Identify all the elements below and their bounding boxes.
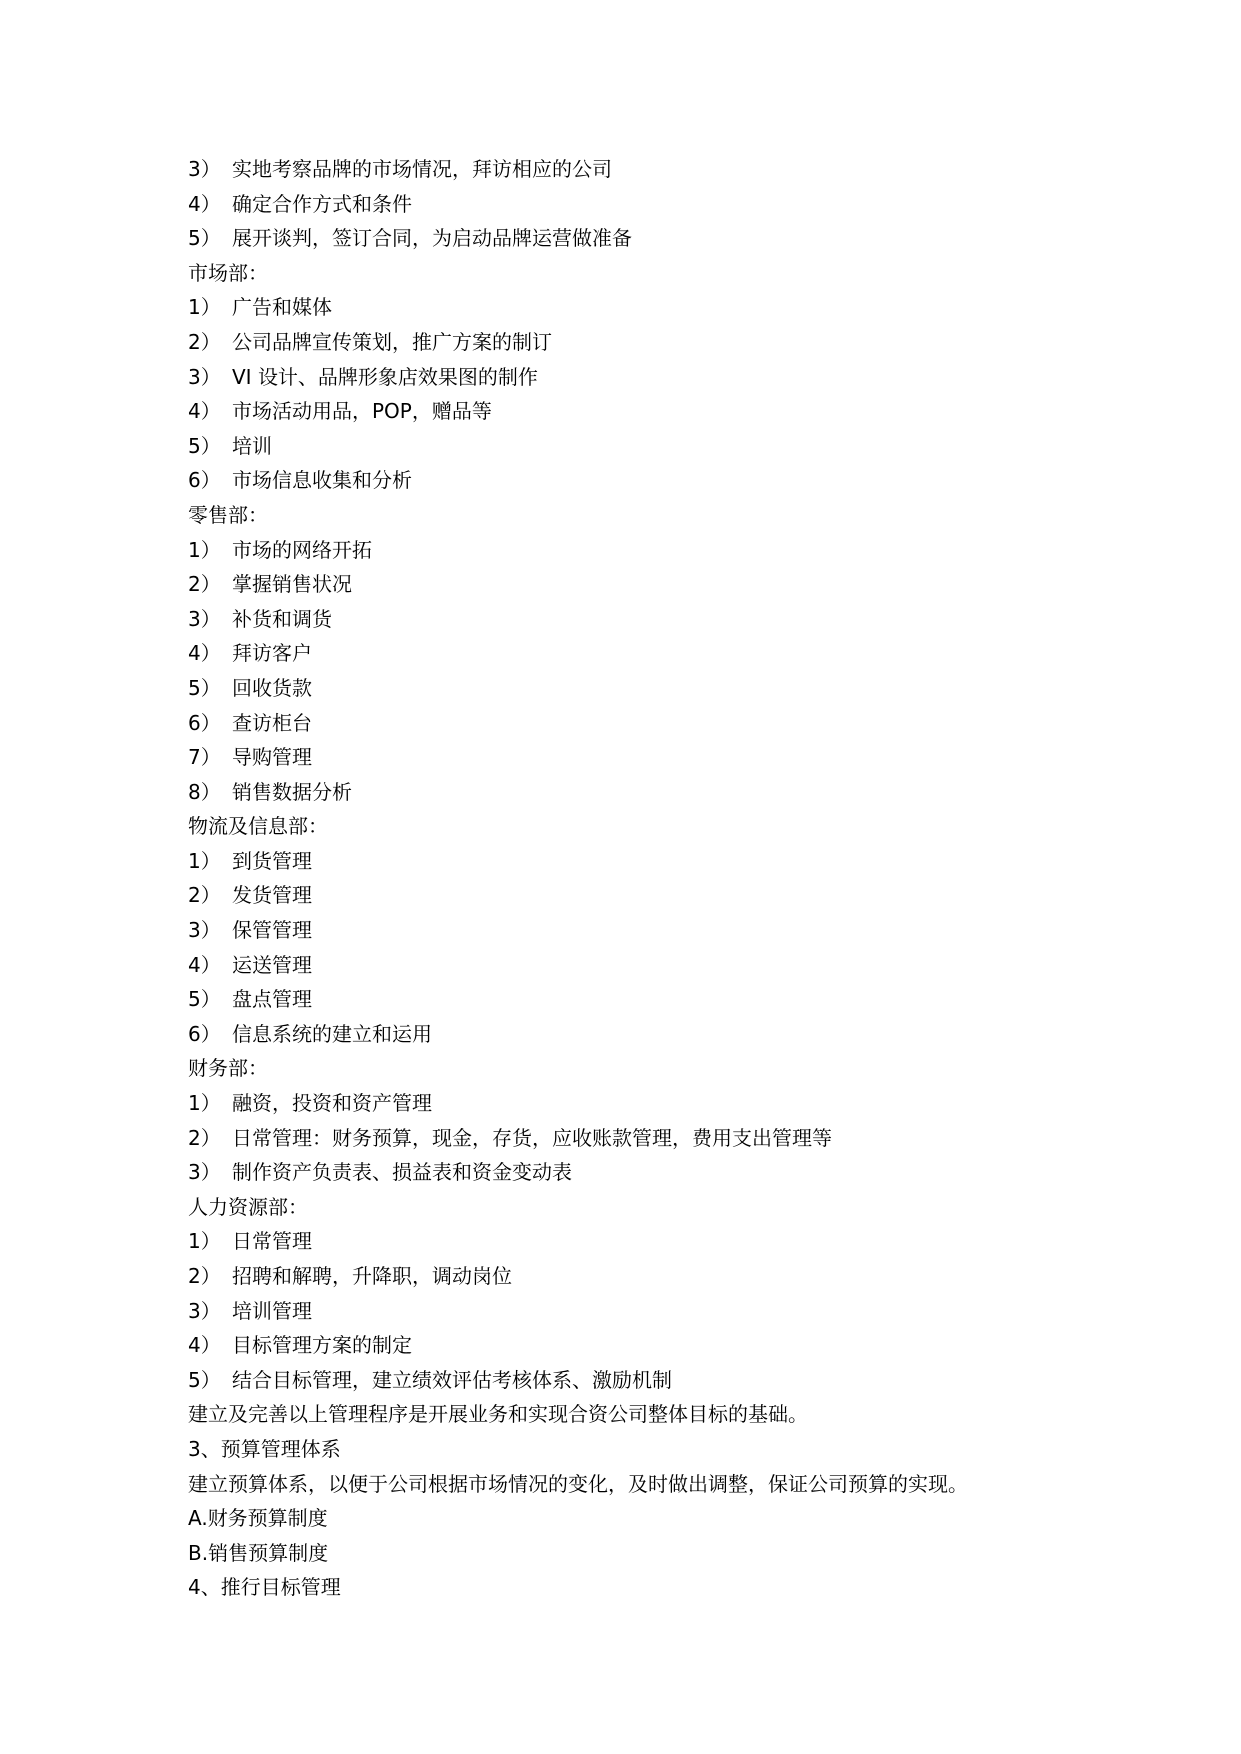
list-item [188, 1224, 1088, 1259]
section-heading: 零售部： [188, 502, 268, 527]
item-number: 4） [188, 641, 221, 666]
item-text: 盘点管理 [232, 987, 312, 1012]
list-item [188, 1121, 1088, 1156]
item-number: 5） [188, 675, 221, 700]
list-item [188, 533, 1088, 568]
list-item [188, 1259, 1088, 1294]
item-number: 4） [188, 399, 221, 424]
item-number: 4） [188, 1333, 221, 1358]
item-text: 培训管理 [232, 1298, 312, 1323]
item-number: 3） [188, 1298, 221, 1323]
item-text: 掌握销售状况 [232, 572, 352, 597]
item-text: 培训 [232, 433, 272, 458]
item-number: 1） [188, 1091, 221, 1116]
item-text: 查访柜台 [232, 710, 312, 735]
list-item [188, 740, 1088, 775]
list-item [188, 152, 1088, 187]
item-text: 拜访客户 [232, 641, 312, 666]
item-text: VI 设计、品牌形象店效果图的制作 [232, 364, 538, 389]
item-number: 4） [188, 952, 221, 977]
list-item [188, 636, 1088, 671]
list-item [188, 706, 1088, 741]
section-heading: 物流及信息部： [188, 814, 328, 839]
list-item [188, 775, 1088, 810]
list-item [188, 913, 1088, 948]
item-number: 2） [188, 883, 221, 908]
item-text: 市场的网络开拓 [232, 537, 372, 562]
item-text: 实地考察品牌的市场情况，拜访相应的公司 [232, 157, 612, 181]
list-item [188, 602, 1088, 637]
item-text: 制作资产负责表、损益表和资金变动表 [232, 1160, 572, 1185]
list-item [188, 567, 1088, 602]
item-number: 4） [188, 191, 221, 216]
item-text: 确定合作方式和条件 [232, 191, 412, 216]
item-number: 3） [188, 918, 221, 943]
section-heading: 人力资源部： [188, 1194, 308, 1219]
item-number: 1） [188, 537, 221, 562]
item-text: 到货管理 [232, 848, 312, 873]
item-text: 结合目标管理，建立绩效评估考核体系、激励机制 [232, 1367, 672, 1392]
item-text: 销售数据分析 [232, 779, 352, 804]
list-item [188, 1017, 1088, 1052]
item-number: 7） [188, 745, 221, 770]
item-number: 5） [188, 1367, 221, 1392]
item-number: 6） [188, 710, 221, 735]
item-text: 市场信息收集和分析 [232, 468, 412, 493]
list-item [188, 290, 1088, 325]
document-body [188, 152, 1088, 1605]
item-text: 公司品牌宣传策划，推广方案的制订 [232, 329, 552, 354]
list-item [188, 671, 1088, 706]
list-item [188, 187, 1088, 222]
list-item [188, 429, 1088, 464]
item-text: 保管管理 [232, 918, 312, 943]
item-text: 广告和媒体 [232, 295, 332, 320]
item-number: 3） [188, 364, 221, 389]
item-number: 5） [188, 987, 221, 1012]
section-heading: 4、推行目标管理 [188, 1575, 341, 1600]
list-item [188, 325, 1088, 360]
item-text: 融资，投资和资产管理 [232, 1091, 432, 1116]
item-number: 2） [188, 1125, 221, 1150]
item-number: 2） [188, 1264, 221, 1288]
list-item [188, 1294, 1088, 1329]
item-number: 3） [188, 157, 221, 181]
item-number: 1） [188, 295, 221, 320]
item-text: 导购管理 [232, 745, 312, 770]
paragraph: 建立预算体系，以便于公司根据市场情况的变化，及时做出调整，保证公司预算的实现。 [188, 1471, 968, 1496]
item-number: 3） [188, 606, 221, 631]
item-number: 8） [188, 779, 221, 804]
item-text: 回收货款 [232, 675, 312, 700]
item-text: 信息系统的建立和运用 [232, 1021, 432, 1046]
item-number: 5） [188, 433, 221, 458]
item-text: 招聘和解聘，升降职，调动岗位 [232, 1264, 512, 1288]
list-item [188, 1155, 1088, 1190]
section-heading: 财务部： [188, 1056, 268, 1081]
item-number: 2） [188, 572, 221, 597]
list-item [188, 1363, 1088, 1398]
list-item [188, 948, 1088, 983]
list-item [188, 982, 1088, 1017]
item-text: 目标管理方案的制定 [232, 1333, 412, 1358]
item-text: 日常管理 [232, 1229, 312, 1254]
item-number: 1） [188, 1229, 221, 1254]
list-item [188, 221, 1088, 256]
sub-item: A.财务预算制度 [188, 1506, 328, 1531]
item-text: 运送管理 [232, 952, 312, 977]
item-text: 日常管理：财务预算，现金，存货，应收账款管理，费用支出管理等 [232, 1125, 832, 1150]
list-item [188, 1086, 1088, 1121]
list-item [188, 844, 1088, 879]
list-item [188, 360, 1088, 395]
list-item [188, 394, 1088, 429]
section-heading: 市场部： [188, 260, 268, 285]
item-number: 2） [188, 329, 221, 354]
item-text: 市场活动用品，POP，赠品等 [232, 399, 492, 424]
item-text: 补货和调货 [232, 606, 332, 631]
list-item [188, 463, 1088, 498]
list-item [188, 878, 1088, 913]
item-number: 3） [188, 1160, 221, 1185]
item-text: 发货管理 [232, 883, 312, 908]
list-item [188, 1328, 1088, 1363]
section-heading: 3、预算管理体系 [188, 1436, 341, 1461]
item-number: 5） [188, 226, 221, 251]
item-number: 1） [188, 848, 221, 873]
sub-item: B.销售预算制度 [188, 1540, 329, 1565]
paragraph: 建立及完善以上管理程序是开展业务和实现合资公司整体目标的基础。 [188, 1402, 808, 1427]
item-number: 6） [188, 1021, 221, 1046]
item-text: 展开谈判，签订合同，为启动品牌运营做准备 [232, 226, 632, 251]
item-number: 6） [188, 468, 221, 493]
